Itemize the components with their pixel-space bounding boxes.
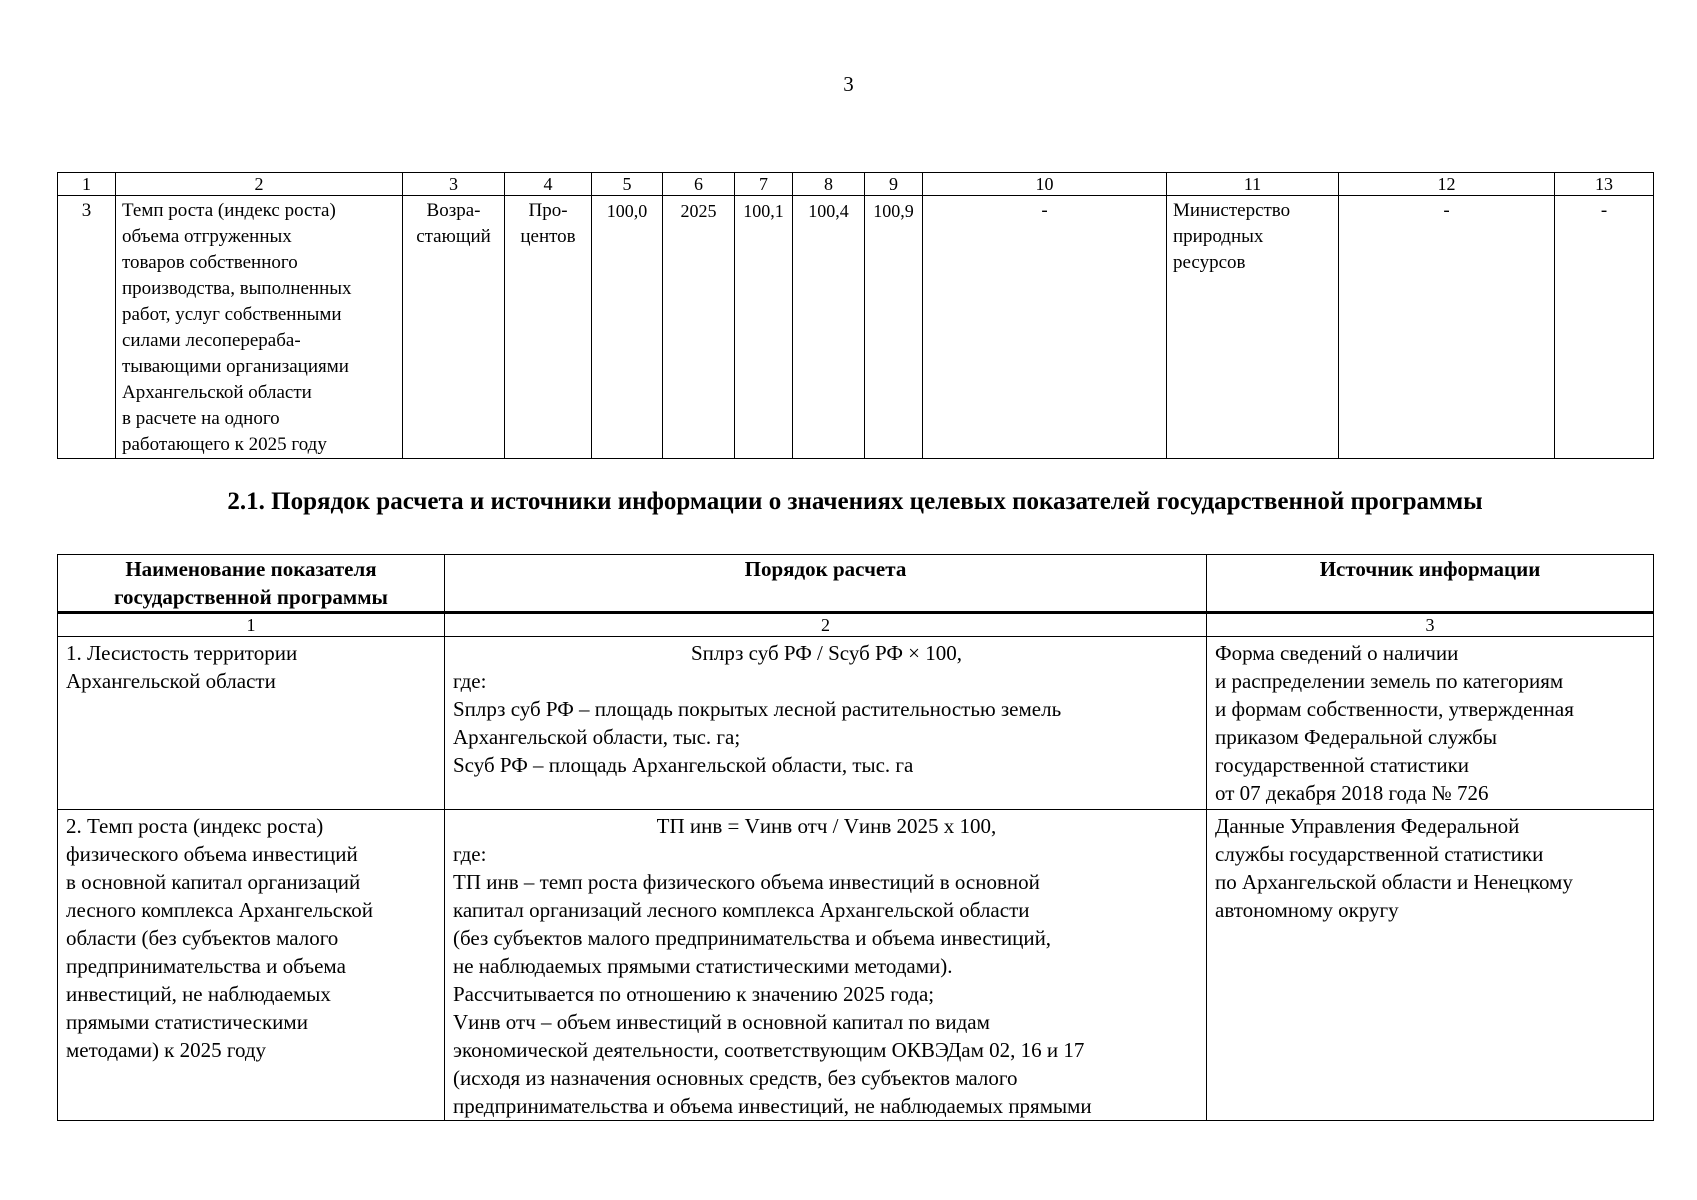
column-header: Порядок расчета <box>445 555 1207 613</box>
col-number: 3 <box>403 173 505 196</box>
col-number: 2 <box>116 173 403 196</box>
base-year: 2025 <box>663 196 735 459</box>
formula: ТП инв = Vинв отч / Vинв 2025 х 100, <box>656 814 997 838</box>
col-number: 12 <box>1339 173 1555 196</box>
indicator-type: Возра- стающий <box>403 196 505 459</box>
col-number: 4 <box>505 173 592 196</box>
value-cell: 100,1 <box>735 196 793 459</box>
col-number: 1 <box>58 613 445 637</box>
value-cell: - <box>923 196 1167 459</box>
col-number: 3 <box>1207 613 1654 637</box>
value-cell: - <box>1555 196 1654 459</box>
col-number: 11 <box>1167 173 1339 196</box>
indicator-unit: Про- центов <box>505 196 592 459</box>
header-row <box>58 555 1654 613</box>
col-number: 10 <box>923 173 1167 196</box>
col-number: 1 <box>58 173 116 196</box>
responsible-body: Министерство природных ресурсов <box>1167 196 1339 459</box>
indicator-name: 2. Темп роста (индекс роста) физического объема инвестиций в основной капитал организаций лесного комплекса Архангельской области (без субъектов малого предпринимательства и объема инвестиций, не наблюдаемых прямыми статистическими методами) к 2025 году <box>58 810 445 1121</box>
calculation-method: Sплрз суб РФ / Sсуб РФ × 100, где: Sплрз суб РФ – площадь покрытых лесной растительностью земель Архангельской области, тыс. га; Sсуб РФ – площадь Архангельской области, тыс. га <box>445 637 1207 810</box>
col-number: 5 <box>592 173 663 196</box>
column-numbers-row <box>58 613 1654 637</box>
col-number: 8 <box>793 173 865 196</box>
section-title: 2.1. Порядок расчета и источники информации о значениях целевых показателей государственной программы <box>227 488 1483 515</box>
value-cell: 100,4 <box>793 196 865 459</box>
calculation-method: ТП инв = Vинв отч / Vинв 2025 х 100, где: ТП инв – темп роста физического объема инвестиций в основной капитал организаций лесного комплекса Архангельской области (без субъектов малого предпринимательства и объема инвестиций, не наблюдаемых прямыми статистическими методами). Рассчитывается по отношению к значению 2025 года; Vинв отч – объем инвестиций в основной капитал по видам экономической деятельности, соответствующим ОКВЭДам 02, 16 и 17 (исходя из назначения основных средств, без субъектов малого предпринимательства и объема инвестиций, не наблюдаемых прямыми <box>445 810 1207 1121</box>
col-number: 9 <box>865 173 923 196</box>
column-header: Источник информации <box>1207 555 1654 613</box>
col-number: 13 <box>1555 173 1654 196</box>
table-row <box>58 196 1654 459</box>
page-number: 3 <box>843 72 854 96</box>
row-number: 3 <box>58 196 116 459</box>
col-number: 2 <box>445 613 1207 637</box>
col-number: 6 <box>663 173 735 196</box>
formula: Sплрз суб РФ / Sсуб РФ × 100, <box>690 641 963 665</box>
information-source: Данные Управления Федеральной службы государственной статистики по Архангельской области и Ненецкому автономному округу <box>1207 810 1654 1121</box>
col-number: 7 <box>735 173 793 196</box>
base-value: 100,0 <box>592 196 663 459</box>
value-cell: 100,9 <box>865 196 923 459</box>
column-numbers-row <box>58 173 1654 196</box>
indicators-table <box>57 172 1654 459</box>
information-source: Форма сведений о наличии и распределении земель по категориям и формам собственности, утвержденная приказом Федеральной службы государственной статистики от 07 декабря 2018 года № 726 <box>1207 637 1654 810</box>
table-row <box>58 810 1654 1121</box>
column-header: Наименование показателя государственной программы <box>58 555 445 613</box>
indicator-name: Темп роста (индекс роста) объема отгруженных товаров собственного производства, выполненных работ, услуг собственными силами лесоперераба- тывающими организациями Архангельской области в расчете на одного работающего к 2025 году <box>116 196 403 459</box>
table-row <box>58 637 1654 810</box>
value-cell: - <box>1339 196 1555 459</box>
indicator-name: 1. Лесистость территории Архангельской области <box>58 637 445 810</box>
calculation-table <box>57 554 1654 1121</box>
